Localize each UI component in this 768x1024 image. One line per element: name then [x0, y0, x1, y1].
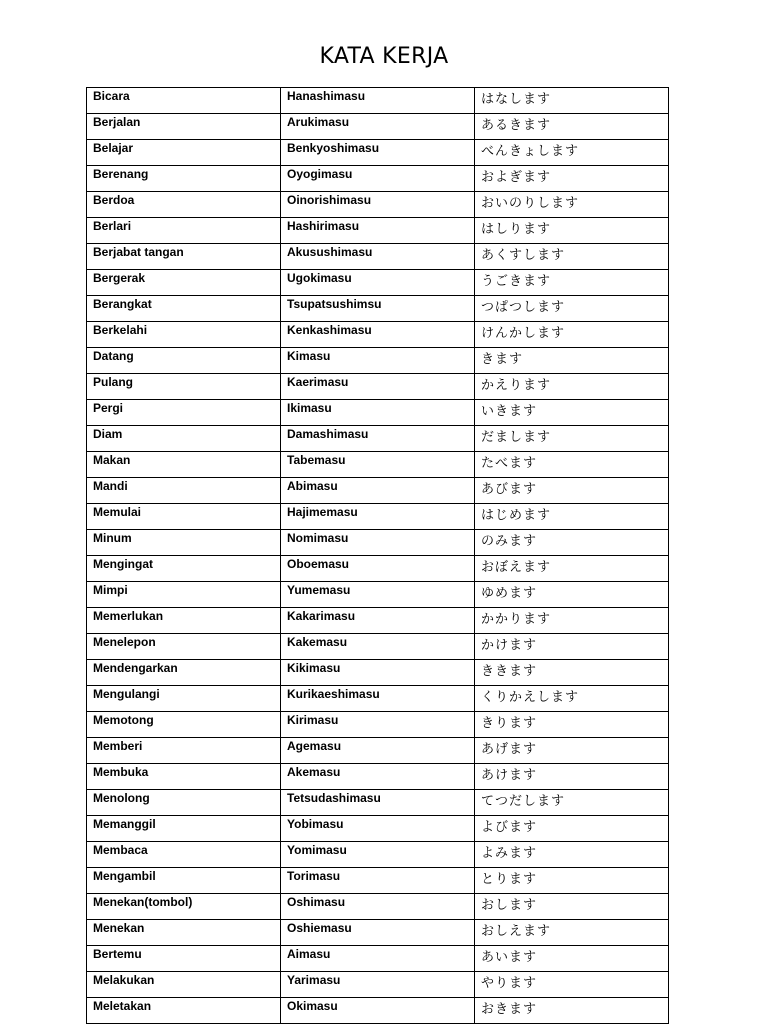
- romaji-word-cell: Hajimemasu: [281, 504, 475, 530]
- table-row: [87, 426, 669, 452]
- romaji-word-cell: Kikimasu: [281, 660, 475, 686]
- indonesian-word-cell: Pergi: [87, 400, 281, 426]
- hiragana-word-cell: たべます: [475, 452, 669, 478]
- table-row: [87, 192, 669, 218]
- romaji-word-cell: Kirimasu: [281, 712, 475, 738]
- indonesian-word-cell: Datang: [87, 348, 281, 374]
- table-row: [87, 88, 669, 114]
- hiragana-word-cell: のみます: [475, 530, 669, 556]
- hiragana-word-cell: ききます: [475, 660, 669, 686]
- indonesian-word-cell: Mendengarkan: [87, 660, 281, 686]
- romaji-word-cell: Torimasu: [281, 868, 475, 894]
- table-row: [87, 478, 669, 504]
- romaji-word-cell: Agemasu: [281, 738, 475, 764]
- hiragana-word-cell: よびます: [475, 816, 669, 842]
- hiragana-word-cell: おしえます: [475, 920, 669, 946]
- indonesian-word-cell: Mengulangi: [87, 686, 281, 712]
- romaji-word-cell: Oboemasu: [281, 556, 475, 582]
- hiragana-word-cell: だまします: [475, 426, 669, 452]
- romaji-word-cell: Hanashimasu: [281, 88, 475, 114]
- indonesian-word-cell: Memerlukan: [87, 608, 281, 634]
- hiragana-word-cell: おいのりします: [475, 192, 669, 218]
- romaji-word-cell: Ikimasu: [281, 400, 475, 426]
- table-row: [87, 608, 669, 634]
- romaji-word-cell: Kurikaeshimasu: [281, 686, 475, 712]
- table-row: [87, 712, 669, 738]
- hiragana-word-cell: あくすします: [475, 244, 669, 270]
- hiragana-word-cell: おきます: [475, 998, 669, 1024]
- hiragana-word-cell: かけます: [475, 634, 669, 660]
- hiragana-word-cell: くりかえします: [475, 686, 669, 712]
- table-row: [87, 140, 669, 166]
- hiragana-word-cell: つぱつします: [475, 296, 669, 322]
- romaji-word-cell: Tabemasu: [281, 452, 475, 478]
- indonesian-word-cell: Mengambil: [87, 868, 281, 894]
- romaji-word-cell: Benkyoshimasu: [281, 140, 475, 166]
- table-row: [87, 842, 669, 868]
- vocab-table-body: [87, 88, 669, 1024]
- table-row: [87, 738, 669, 764]
- romaji-word-cell: Damashimasu: [281, 426, 475, 452]
- hiragana-word-cell: はなします: [475, 88, 669, 114]
- table-row: [87, 296, 669, 322]
- indonesian-word-cell: Mimpi: [87, 582, 281, 608]
- hiragana-word-cell: とります: [475, 868, 669, 894]
- hiragana-word-cell: けんかします: [475, 322, 669, 348]
- romaji-word-cell: Oshiemasu: [281, 920, 475, 946]
- romaji-word-cell: Okimasu: [281, 998, 475, 1024]
- romaji-word-cell: Oinorishimasu: [281, 192, 475, 218]
- hiragana-word-cell: いきます: [475, 400, 669, 426]
- indonesian-word-cell: Menolong: [87, 790, 281, 816]
- romaji-word-cell: Akusushimasu: [281, 244, 475, 270]
- romaji-word-cell: Oyogimasu: [281, 166, 475, 192]
- table-row: [87, 920, 669, 946]
- table-row: [87, 582, 669, 608]
- table-row: [87, 452, 669, 478]
- hiragana-word-cell: おぼえます: [475, 556, 669, 582]
- hiragana-word-cell: あびます: [475, 478, 669, 504]
- indonesian-word-cell: Berenang: [87, 166, 281, 192]
- table-row: [87, 790, 669, 816]
- indonesian-word-cell: Memberi: [87, 738, 281, 764]
- table-row: [87, 504, 669, 530]
- indonesian-word-cell: Mengingat: [87, 556, 281, 582]
- romaji-word-cell: Abimasu: [281, 478, 475, 504]
- indonesian-word-cell: Bicara: [87, 88, 281, 114]
- table-row: [87, 374, 669, 400]
- romaji-word-cell: Aimasu: [281, 946, 475, 972]
- romaji-word-cell: Yobimasu: [281, 816, 475, 842]
- indonesian-word-cell: Berjalan: [87, 114, 281, 140]
- table-row: [87, 998, 669, 1024]
- romaji-word-cell: Kenkashimasu: [281, 322, 475, 348]
- indonesian-word-cell: Makan: [87, 452, 281, 478]
- indonesian-word-cell: Berangkat: [87, 296, 281, 322]
- indonesian-word-cell: Memulai: [87, 504, 281, 530]
- table-row: [87, 270, 669, 296]
- hiragana-word-cell: あるきます: [475, 114, 669, 140]
- indonesian-word-cell: Berkelahi: [87, 322, 281, 348]
- table-row: [87, 972, 669, 998]
- hiragana-word-cell: べんきょします: [475, 140, 669, 166]
- hiragana-word-cell: てつだします: [475, 790, 669, 816]
- hiragana-word-cell: はしります: [475, 218, 669, 244]
- indonesian-word-cell: Meletakan: [87, 998, 281, 1024]
- table-row: [87, 660, 669, 686]
- indonesian-word-cell: Mandi: [87, 478, 281, 504]
- hiragana-word-cell: よみます: [475, 842, 669, 868]
- table-row: [87, 244, 669, 270]
- romaji-word-cell: Tetsudashimasu: [281, 790, 475, 816]
- page-title: KATA KERJA: [319, 44, 449, 69]
- hiragana-word-cell: きます: [475, 348, 669, 374]
- indonesian-word-cell: Diam: [87, 426, 281, 452]
- indonesian-word-cell: Menelepon: [87, 634, 281, 660]
- romaji-word-cell: Nomimasu: [281, 530, 475, 556]
- table-row: [87, 686, 669, 712]
- indonesian-word-cell: Berdoa: [87, 192, 281, 218]
- indonesian-word-cell: Berlari: [87, 218, 281, 244]
- indonesian-word-cell: Menekan(tombol): [87, 894, 281, 920]
- indonesian-word-cell: Memanggil: [87, 816, 281, 842]
- hiragana-word-cell: かえります: [475, 374, 669, 400]
- indonesian-word-cell: Pulang: [87, 374, 281, 400]
- romaji-word-cell: Akemasu: [281, 764, 475, 790]
- romaji-word-cell: Tsupatsushimsu: [281, 296, 475, 322]
- table-row: [87, 218, 669, 244]
- romaji-word-cell: Arukimasu: [281, 114, 475, 140]
- hiragana-word-cell: かかります: [475, 608, 669, 634]
- indonesian-word-cell: Bergerak: [87, 270, 281, 296]
- hiragana-word-cell: うごきます: [475, 270, 669, 296]
- table-row: [87, 530, 669, 556]
- romaji-word-cell: Kakemasu: [281, 634, 475, 660]
- hiragana-word-cell: きります: [475, 712, 669, 738]
- romaji-word-cell: Oshimasu: [281, 894, 475, 920]
- hiragana-word-cell: およぎます: [475, 166, 669, 192]
- table-row: [87, 114, 669, 140]
- indonesian-word-cell: Melakukan: [87, 972, 281, 998]
- indonesian-word-cell: Membaca: [87, 842, 281, 868]
- romaji-word-cell: Kaerimasu: [281, 374, 475, 400]
- table-row: [87, 764, 669, 790]
- indonesian-word-cell: Minum: [87, 530, 281, 556]
- indonesian-word-cell: Bertemu: [87, 946, 281, 972]
- table-row: [87, 946, 669, 972]
- table-row: [87, 556, 669, 582]
- hiragana-word-cell: あげます: [475, 738, 669, 764]
- romaji-word-cell: Yarimasu: [281, 972, 475, 998]
- table-row: [87, 634, 669, 660]
- hiragana-word-cell: おします: [475, 894, 669, 920]
- vocab-table: [86, 87, 669, 1024]
- indonesian-word-cell: Membuka: [87, 764, 281, 790]
- romaji-word-cell: Ugokimasu: [281, 270, 475, 296]
- romaji-word-cell: Kimasu: [281, 348, 475, 374]
- table-row: [87, 868, 669, 894]
- table-row: [87, 894, 669, 920]
- table-row: [87, 816, 669, 842]
- hiragana-word-cell: あいます: [475, 946, 669, 972]
- hiragana-word-cell: あけます: [475, 764, 669, 790]
- table-row: [87, 348, 669, 374]
- romaji-word-cell: Hashirimasu: [281, 218, 475, 244]
- indonesian-word-cell: Menekan: [87, 920, 281, 946]
- hiragana-word-cell: はじめます: [475, 504, 669, 530]
- table-row: [87, 322, 669, 348]
- indonesian-word-cell: Belajar: [87, 140, 281, 166]
- indonesian-word-cell: Memotong: [87, 712, 281, 738]
- romaji-word-cell: Yomimasu: [281, 842, 475, 868]
- hiragana-word-cell: やります: [475, 972, 669, 998]
- table-row: [87, 400, 669, 426]
- romaji-word-cell: Yumemasu: [281, 582, 475, 608]
- hiragana-word-cell: ゆめます: [475, 582, 669, 608]
- indonesian-word-cell: Berjabat tangan: [87, 244, 281, 270]
- romaji-word-cell: Kakarimasu: [281, 608, 475, 634]
- table-row: [87, 166, 669, 192]
